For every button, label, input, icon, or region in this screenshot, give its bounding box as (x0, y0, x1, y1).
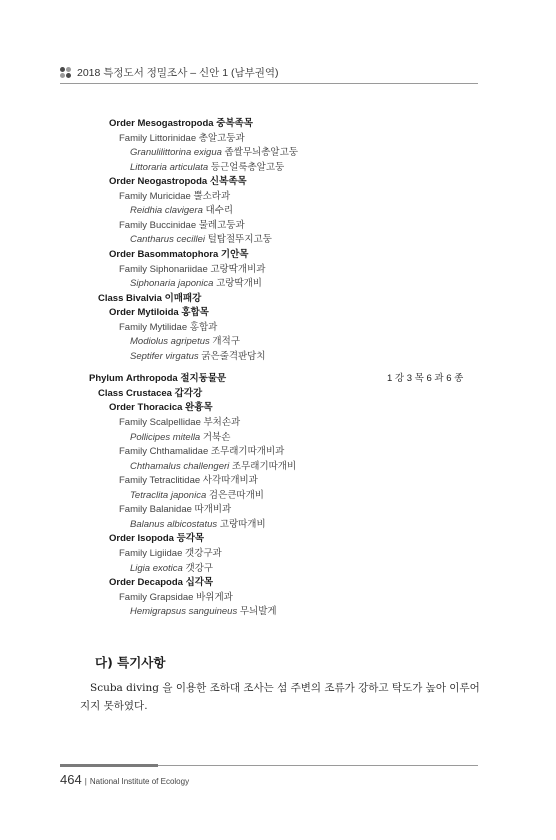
taxon-korean-name: 대수리 (205, 205, 234, 217)
taxon-korean-name: 털탑절뚜지고둥 (207, 234, 272, 246)
taxon-korean-name: 십각목 (185, 577, 214, 589)
taxon-name: Ligia exotica (130, 562, 183, 574)
species-row (130, 160, 556, 175)
taxon-korean-name: 고랑딱개비 (216, 278, 262, 290)
taxon-korean-name: 절지동물문 (180, 373, 227, 385)
taxon-rank: Class (98, 292, 124, 304)
species-row (130, 232, 556, 247)
taxon-korean-name: 고랑딱개비과 (210, 263, 266, 275)
taxon-korean-name: 물레고둥과 (198, 219, 245, 231)
taxon-korean-name: 검은큰따개비 (208, 489, 264, 501)
taxon-korean-name: 거북손 (202, 431, 231, 443)
taxon-rank: Order (109, 533, 135, 545)
taxon-rank: Family (119, 219, 147, 231)
taxon-rank: Family (119, 446, 147, 458)
species-row (130, 604, 556, 619)
taxon-name: Littoraria articulata (130, 161, 209, 173)
taxon-rank: Family (119, 591, 147, 603)
class-row (98, 386, 556, 401)
taxon-korean-name: 완흉목 (185, 402, 213, 414)
family-row (119, 546, 556, 561)
taxon-name: Siphonaria japonica (130, 278, 214, 290)
taxon-rank: Phylum (89, 373, 124, 385)
species-row (130, 276, 556, 291)
taxon-name: Littorinidae (149, 132, 197, 144)
taxon-name: Cantharus cecillei (130, 234, 205, 246)
taxon-name: Ligiidae (149, 547, 183, 559)
taxon-name: Crustacea (126, 387, 172, 399)
taxon-rank: Order (109, 577, 135, 589)
order-row (109, 305, 556, 320)
taxon-korean-name: 중복족목 (216, 118, 253, 129)
taxon-name: Basommatophora (137, 248, 219, 260)
taxon-korean-name: 갯강구 (185, 562, 213, 574)
taxon-rank: Class (98, 387, 124, 399)
taxon-korean-name: 바위게과 (196, 591, 233, 603)
taxon-rank: Family (119, 321, 147, 333)
taxon-name: Septifer virgatus (130, 350, 199, 362)
family-row (119, 131, 556, 146)
family-row (119, 473, 556, 488)
family-row (119, 590, 556, 605)
taxon-name: Pollicipes mitella (130, 431, 201, 443)
taxon-korean-name: 고랑따개비 (219, 518, 266, 530)
taxon-name: Mytiloida (137, 307, 179, 319)
page-footer (60, 772, 189, 787)
taxon-korean-name: 조무래기따개비과 (210, 446, 285, 458)
header-title: 2018 특정도서 정밀조사 – 신안 1 (남부권역) (77, 67, 279, 79)
taxon-korean-name: 이매패강 (164, 292, 202, 304)
page-number: 464 (60, 772, 82, 787)
taxon-rank: Family (119, 190, 147, 202)
taxon-korean-name: 뿔소라과 (193, 190, 231, 202)
header-rule (60, 83, 478, 84)
taxon-korean-name: 굵은줄격판담치 (201, 350, 266, 362)
class-row (98, 291, 556, 306)
order-row (109, 531, 556, 546)
taxon-rank: Order (109, 248, 135, 260)
taxon-name: Isopoda (137, 533, 174, 545)
taxon-name: Tetraclita japonica (130, 489, 207, 501)
taxon-korean-name: 조무래기따개비 (231, 460, 297, 472)
species-row (130, 145, 556, 160)
taxon-name: Hemigrapsus sanguineus (130, 606, 238, 618)
family-row (119, 189, 556, 204)
taxon-name: Tetraclitidae (149, 475, 201, 487)
family-row (119, 502, 556, 517)
taxon-korean-name: 좁쌀무늬총알고둥 (224, 147, 298, 159)
species-row (130, 203, 556, 218)
order-row (109, 116, 556, 131)
taxon-rank: Family (119, 547, 147, 559)
taxon-name: Arthropoda (125, 373, 178, 385)
family-row (119, 444, 556, 459)
taxon-name: Reidhia clavigera (130, 205, 203, 217)
species-row (130, 517, 556, 532)
taxon-rank: Family (119, 504, 147, 516)
taxon-korean-name: 등각목 (176, 533, 205, 545)
taxon-rank: Order (109, 402, 135, 414)
taxon-count-summary: 1 강 3 목 6 과 6 종 (387, 373, 464, 385)
taxon-name: Modiolus agripetus (130, 336, 210, 348)
species-row (130, 488, 556, 503)
taxon-name: Chthamalidae (149, 446, 209, 458)
taxon-name: Grapsidae (149, 591, 194, 603)
taxon-name: Mesogastropoda (137, 118, 214, 129)
taxon-korean-name: 기안목 (220, 248, 249, 260)
taxon-name: Neogastropoda (137, 176, 208, 188)
taxon-korean-name: 무늬발게 (239, 606, 277, 618)
taxon-korean-name: 갑각강 (174, 387, 203, 399)
taxon-name: Scalpellidae (149, 417, 201, 428)
footer-separator: | (84, 777, 87, 786)
taxon-korean-name: 개적구 (212, 336, 240, 348)
taxon-name: Siphonariidae (149, 263, 208, 275)
taxon-rank: Family (119, 417, 147, 428)
family-row (119, 218, 556, 233)
order-row (109, 400, 556, 415)
taxon-name: Chthamalus challengeri (130, 460, 230, 472)
taxon-korean-name: 따개비과 (194, 504, 232, 516)
taxon-korean-name: 홍합목 (181, 307, 209, 319)
taxon-name: Thoracica (137, 402, 183, 414)
taxon-name: Balanidae (149, 504, 192, 516)
taxon-name: Balanus albicostatus (130, 518, 218, 530)
species-row (130, 459, 556, 474)
taxon-rank: Order (109, 307, 135, 319)
taxon-name: Decapoda (137, 577, 183, 589)
footer-organization: National Institute of Ecology (89, 777, 190, 786)
taxon-rank: Order (109, 176, 135, 188)
taxon-korean-name: 갯강구과 (185, 547, 222, 559)
taxon-rank: Family (119, 132, 147, 144)
order-row (109, 247, 556, 262)
footer-accent-bar (60, 764, 158, 767)
taxon-korean-name: 사각따개비과 (202, 475, 258, 487)
phylum-row (89, 371, 556, 386)
taxon-name: Muricidae (149, 190, 191, 202)
taxon-name: Mytilidae (149, 321, 188, 333)
taxon-korean-name: 신복족목 (209, 176, 247, 188)
running-header (60, 64, 480, 82)
species-row (130, 561, 556, 576)
header-dots-icon (60, 67, 72, 79)
family-row (119, 415, 556, 430)
order-row (109, 575, 556, 590)
taxon-name: Granulilittorina exigua (130, 147, 222, 159)
taxon-rank: Order (109, 118, 135, 129)
section-paragraph: Scuba diving 을 이용한 조하대 조사는 섬 주변의 조류가 강하고 탁도가 높아 이루어지지 못하였다. (80, 682, 480, 712)
taxon-korean-name: 부처손과 (203, 417, 241, 428)
order-row (109, 174, 556, 189)
taxon-name: Bivalvia (126, 292, 162, 304)
species-row (130, 349, 556, 364)
family-row (119, 320, 556, 335)
taxon-korean-name: 총알고둥과 (198, 132, 245, 144)
taxon-name: Buccinidae (149, 219, 197, 231)
section-title: 다) 특기사항 (95, 655, 166, 670)
family-row (119, 262, 556, 277)
taxon-rank: Family (119, 475, 147, 487)
taxon-korean-name: 등근얼룩총알고둥 (210, 161, 285, 173)
species-row (130, 430, 556, 445)
taxon-rank: Family (119, 263, 147, 275)
species-row (130, 334, 556, 349)
taxon-korean-name: 홍합과 (189, 321, 218, 333)
